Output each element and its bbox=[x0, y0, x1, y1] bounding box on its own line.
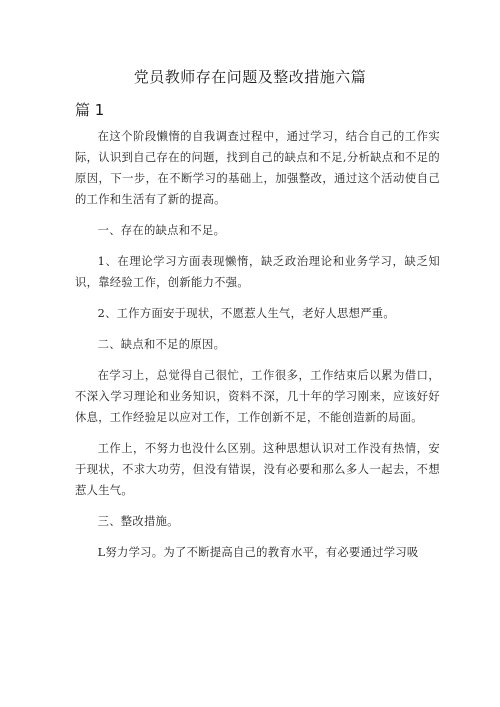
heading-shortcomings: 一、存在的缺点和不足。 bbox=[97, 224, 226, 237]
paragraph-point-2: 2、工作方面安于现状，不愿惹人生气，老好人思想严重。 bbox=[97, 307, 396, 320]
document-body bbox=[75, 126, 440, 573]
document-title: 党员教师存在问题及整改措施六篇 bbox=[133, 68, 367, 86]
heading-causes: 二、缺点和不足的原因。 bbox=[97, 338, 226, 351]
paragraph-intro: 在这个阶段懒惰的自我调查过程中，通过学习，结合自己的工作实际，认识到自己存在的问题，找到自己的缺点和不足,分析缺点和不足的原因，下一步，在不断学习的基础上，加强整改，通过这个活动使自己的工作和生活有了新的提高。 bbox=[75, 130, 440, 206]
heading-measures: 三、整改措施。 bbox=[97, 515, 179, 528]
paragraph-measure-1: L努力学习。为了不断提高自己的教育水平，有必要通过学习吸 bbox=[97, 546, 419, 559]
paragraph-work-causes: 工作上，不努力也没什么区别。这种思想认识对工作没有热情，安于现状，不求大功劳，但没有错误，没有必要和那么多人一起去，不想惹人生气。 bbox=[75, 442, 440, 497]
paragraph-point-1: 1、在理论学习方面表现懒惰，缺乏政治理论和业务学习，缺乏知识，靠经验工作，创新能力不强。 bbox=[75, 255, 440, 289]
paragraph-study-causes: 在学习上，总觉得自己很忙，工作很多，工作结束后以累为借口，不深入学习理论和业务知识，资料不深，几十年的学习刚来，应该好好休息，工作经验足以应对工作，工作创新不足，不能创造新的局面。 bbox=[75, 369, 440, 424]
section-heading: 篇 1 bbox=[75, 101, 105, 119]
